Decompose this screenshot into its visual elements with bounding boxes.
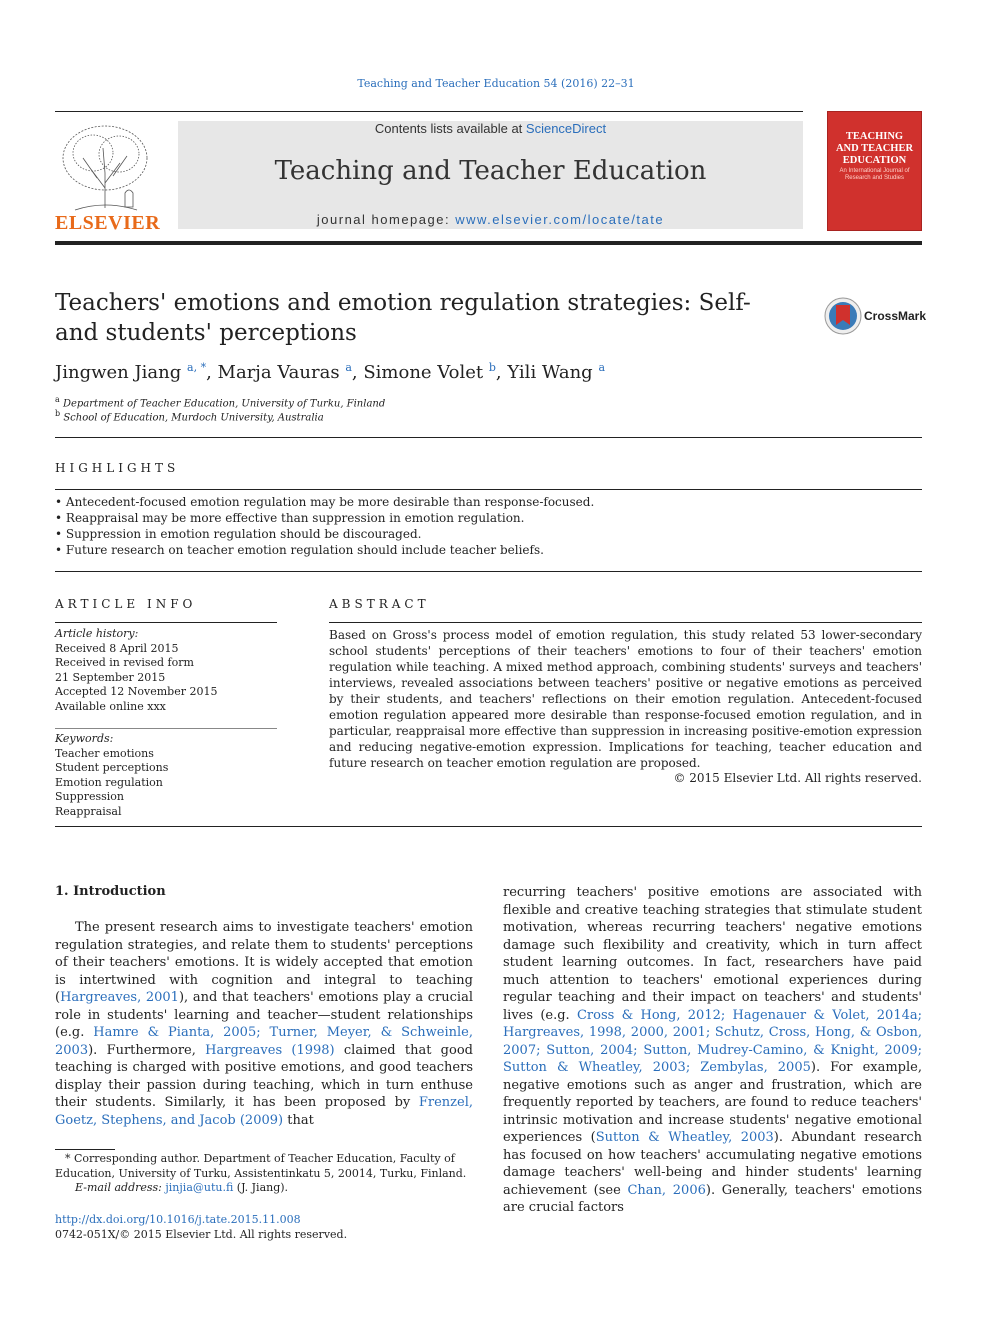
body-text: The present research aims to investigate teachers' emotion regulation strategies, and relate them to students' perceptions of their teachers' emotions. It is widely accepted that emotion is intertwined with cognition and integral to teaching ( xyxy=(55,920,473,1005)
reference-link[interactable]: Chan, 2006 xyxy=(627,1182,706,1198)
affiliation-text: School of Education, Murdoch University, Australia xyxy=(63,412,324,424)
history-line: 21 September 2015 xyxy=(55,670,166,684)
abstract-rule xyxy=(329,622,922,623)
highlights-heading: HIGHLIGHTS xyxy=(55,461,180,475)
abstract-copyright: © 2015 Elsevier Ltd. All rights reserved. xyxy=(673,771,922,785)
cover-title-line: EDUCATION xyxy=(842,155,907,166)
doi-link[interactable]: http://dx.doi.org/10.1016/j.tate.2015.11.008 xyxy=(55,1213,301,1226)
highlight-item: • Suppression in emotion regulation should be discouraged. xyxy=(55,526,594,542)
footnote-rule xyxy=(55,1149,115,1150)
body-text: ). Abundant research has focused on how teachers' accumulating negative emotions damage teachers' well-being and hinder students' learning achievement (see xyxy=(503,1130,923,1198)
affiliation xyxy=(55,409,324,423)
highlight-item: • Antecedent-focused emotion regulation may be more desirable than response-focused. xyxy=(55,494,594,510)
email-label: E-mail address: xyxy=(75,1181,166,1194)
cover-title-line: AND TEACHER xyxy=(835,143,914,154)
article-history xyxy=(55,627,277,714)
author-name[interactable]: Marja Vauras xyxy=(217,362,340,383)
corresponding-author-note: * Corresponding author. Department of Teacher Education, Faculty of Education, University of Turku, Assistentinkatu 5, 20014, Turku, Finland. xyxy=(55,1152,467,1180)
keywords xyxy=(55,732,277,819)
history-line: Accepted 12 November 2015 xyxy=(55,685,218,698)
author-affiliation-marker[interactable]: a xyxy=(598,361,605,374)
keyword: Suppression xyxy=(55,790,124,803)
history-line: Received in revised form xyxy=(55,656,194,669)
reference-link[interactable]: Sutton & Wheatley, 2003 xyxy=(595,1130,774,1145)
reference-link[interactable]: Cross & Hong, 2012; Hagenauer & Volet, 2014a; Hargreaves, 1998, 2000, 2001; Schutz, Cross, Hong, & Osbon, 2007; Sutton, 2004; Sutton, Mudrey-Camino, & Knight, 2009; Sutton & Wheatley, 2003; Zembylas, 2005 xyxy=(503,1007,922,1075)
affiliation-marker: a xyxy=(55,395,60,404)
homepage-link[interactable]: www.elsevier.com/locate/tate xyxy=(455,212,665,227)
cover-title xyxy=(827,131,922,167)
affiliation xyxy=(55,395,385,409)
issn-line: 0742-051X/© 2015 Elsevier Ltd. All rights reserved. xyxy=(55,1228,348,1241)
body-text: ), and that teachers' emotions play a crucial role in students' learning and teacher—student relationships (e.g. xyxy=(55,990,474,1040)
body-text: that xyxy=(283,1112,314,1128)
author-name[interactable]: Simone Volet xyxy=(363,362,484,383)
section-rule xyxy=(55,437,922,438)
intro-left-column xyxy=(55,919,473,1129)
reference-link[interactable]: Hargreaves, 2001 xyxy=(60,990,179,1005)
homepage-prefix: journal homepage: xyxy=(316,212,456,227)
journal-homepage xyxy=(178,212,803,227)
cover-subtitle: An International Journal of Research and Studies xyxy=(839,168,910,181)
author-name[interactable]: Yili Wang xyxy=(507,362,593,383)
email-suffix: (J. Jiang). xyxy=(233,1181,289,1194)
intro-right-column xyxy=(503,884,922,1217)
sciencedirect-link[interactable]: ScienceDirect xyxy=(525,121,607,136)
keyword: Student perceptions xyxy=(55,761,169,774)
article-title: Teachers' emotions and emotion regulation strategies: Self- and students' perceptions xyxy=(55,290,751,346)
section-rule xyxy=(55,571,922,572)
article-info-rule xyxy=(55,622,277,623)
contents-prefix: Contents lists available at xyxy=(374,121,526,136)
section-heading: 1. Introduction xyxy=(55,884,166,899)
highlights-list xyxy=(55,494,594,558)
article-history-label: Article history: xyxy=(55,627,139,640)
abstract-heading: ABSTRACT xyxy=(329,597,430,611)
footnote xyxy=(55,1152,473,1196)
highlight-item: • Future research on teacher emotion regulation should include teacher beliefs. xyxy=(55,542,594,558)
journal-citation[interactable]: Teaching and Teacher Education 54 (2016) 22–31 xyxy=(357,77,635,90)
section-rule xyxy=(55,826,922,827)
body-text: claimed that good teaching is charged with positive emotions, and good teachers display their passion during teaching, which in turn enthuse their students. Similarly, it has been proposed by xyxy=(55,1042,473,1110)
keyword: Reappraisal xyxy=(55,804,122,818)
elsevier-wordmark: ELSEVIER xyxy=(55,212,161,234)
body-text: recurring teachers' positive emotions are associated with flexible and creative teaching strategies that stimulate student motivation, whereas recurring teachers' negative emotions damage such flexibility and creativity, which in turn affect student learning outcomes. In fact, researchers have paid much attention to teachers' emotional experiences during regular teaching and their impact on teachers' and students' lives (e.g. xyxy=(503,885,922,1023)
keyword: Emotion regulation xyxy=(55,775,163,789)
keywords-rule xyxy=(55,728,277,729)
body-text: ). For example, negative emotions such as anger and frustration, which are frequently reported by teachers, are found to reduce teachers' intrinsic motivation and increase students' negative emotional experiences ( xyxy=(503,1060,922,1145)
reference-link[interactable]: Hargreaves (1998) xyxy=(205,1042,335,1058)
history-line: Available online xxx xyxy=(55,699,166,713)
history-line: Received 8 April 2015 xyxy=(55,641,179,655)
keyword: Teacher emotions xyxy=(55,746,154,760)
author-affiliation-marker[interactable]: a, * xyxy=(187,361,207,374)
section-rule xyxy=(55,489,922,490)
cover-title-line: TEACHING xyxy=(845,131,904,142)
contents-line xyxy=(178,121,803,136)
author-list: Jingwen Jiang $^{a, *}$, Marja Vauras $^a$, Simone Volet $^b$, Yili Wang $^a$ xyxy=(55,361,605,383)
email-link[interactable]: jinjia@utu.fi xyxy=(165,1181,234,1194)
affiliation-marker: b xyxy=(55,409,61,418)
reference-link[interactable]: Frenzel, Goetz, Stephens, and Jacob (2009) xyxy=(55,1095,473,1128)
highlight-item: • Reappraisal may be more effective than suppression in emotion regulation. xyxy=(55,510,594,526)
reference-link[interactable]: Hamre & Pianta, 2005; Turner, Meyer, & Schweinle, 2003 xyxy=(55,1025,474,1058)
affiliation-text: Department of Teacher Education, University of Turku, Finland xyxy=(62,398,386,410)
crossmark-label[interactable]: CrossMark xyxy=(864,309,927,323)
email-line xyxy=(55,1181,473,1196)
header-top-rule xyxy=(55,111,803,112)
author-affiliation-marker[interactable]: b xyxy=(488,361,496,374)
body-text: ). Furthermore, xyxy=(88,1042,206,1058)
body-text: ). Generally, teachers' emotions are crucial factors xyxy=(503,1182,922,1215)
header-bottom-rule xyxy=(55,241,922,245)
author-affiliation-marker[interactable]: a xyxy=(345,361,352,374)
article-info-heading: ARTICLE INFO xyxy=(55,597,197,611)
author-name[interactable]: Jingwen Jiang xyxy=(55,362,182,383)
journal-title: Teaching and Teacher Education xyxy=(274,156,707,186)
abstract-text: Based on Gross's process model of emotion regulation, this study related 53 lower-secondary school students' perceptions of their teachers' emotions to four of their teachers' emotion regulation while teaching. A mixed method approach, combining students' surveys and teachers' interviews, revealed associations between teachers' positive or negative emotions as perceived by their students, and teachers' reflections on their emotion regulation. Antecedent-focused emotion regulation appeared more desirable than response-focused emotion regulation, and in particular, reappraisal more effective than suppression in increasing positive-emotion expression and reducing negative-emotion expression. Implications for teaching, teacher education and future research on teacher emotion regulation are proposed. xyxy=(329,628,922,770)
keywords-label: Keywords: xyxy=(55,732,114,745)
page-footer xyxy=(55,1212,347,1242)
